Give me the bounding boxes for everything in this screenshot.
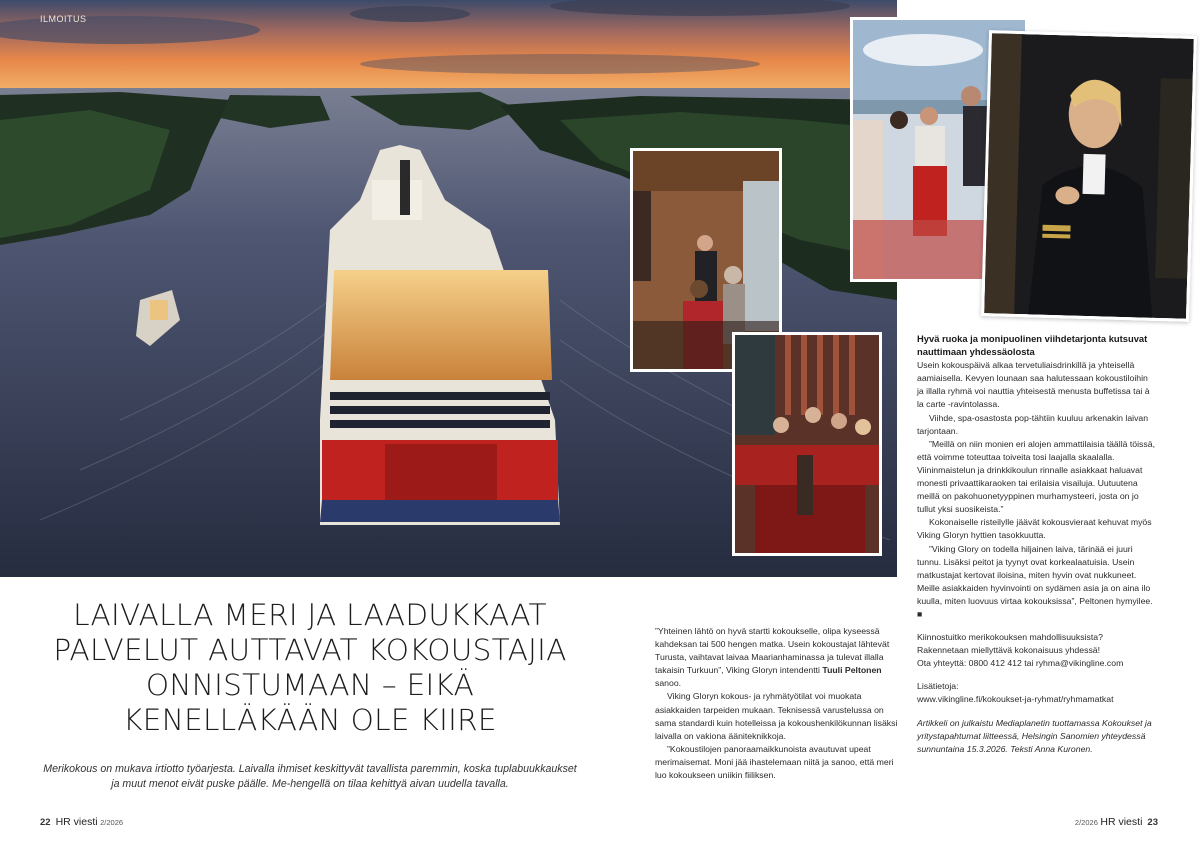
contact-line: Kiinnostuitko merikokouksen mahdollisuuksista?	[917, 632, 1103, 643]
photo-spa-group	[732, 332, 882, 556]
photo-captain-smiling	[981, 30, 1197, 322]
article-credit: Artikkeli on julkaistu Mediaplanetin tuottamassa Kokoukset ja yritystapahtumat liitteessä, Helsingin Sanomien yhteydessä sunnuntaina 15.3.2026. Teksti Anna Kuronen.	[917, 717, 1152, 754]
paragraph	[655, 625, 898, 690]
page-number: 23	[1147, 817, 1158, 828]
article-column-middle	[655, 625, 898, 782]
article-column-right	[917, 333, 1157, 756]
person-name: Tuuli Peltonen	[822, 665, 882, 676]
headline-line: KENELLÄKÄÄN OLE KIIRE	[123, 703, 497, 737]
lead-paragraph: Merikokous on mukava irtiotto työarjesta. Laivalla ihmiset keskittyvät tavallista paremmin, koska tuplabuukkaukset ja muut menot eivät puske päälle. Me-hengellä on tilaa kehittyä aivan uudella tavalla.	[43, 763, 577, 790]
paragraph-text: ”Yhteinen lähtö on hyvä startti kokoukselle, olipa kyseessä kahdeksan tai 500 hengen matka. Usein kokoustajat lähtevät Turusta, vaihtavat laivaa Maarianhaminassa ja tulevat illalla takaisin Turkuun”, Viking Gloryn intendentti	[655, 626, 890, 676]
page-number: 22	[40, 817, 51, 828]
paragraph-text: sanoo.	[655, 678, 682, 689]
paragraph: Viking Gloryn kokous- ja ryhmätyötilat voi muokata asiakkaiden tarpeiden mukaan. Teknisessä varustelussa on sama standardi kuin hotelleissa ja kokoushenkilökunnan lisäksi laivalla on vakiona ääniteknikkoja.	[655, 691, 898, 741]
magazine-name: HR viesti	[1100, 816, 1143, 828]
headline-line: PALVELUT AUTTAVAT KOKOUSTAJIA	[53, 633, 567, 667]
footer-left	[40, 816, 123, 828]
headline-line: ONNISTUMAAN – EIKÄ	[145, 668, 475, 702]
magazine-name: HR viesti	[55, 816, 98, 828]
info-label: Lisätietoja:	[917, 681, 959, 692]
paragraph: ”Viking Glory on todella hiljainen laiva, tärinää ei juuri tunnu. Lisäksi peitot ja tyynyt ovat korkealaatuisia. Usein matkustajat kertovat iloisina, miten hyvin ovat nukkuneet. Meille asiakkaiden hyvinvointi on sydämen asia ja on aina ilo kuulla, miten luovuus virtaa kokouksissa”, Peltonen hymyilee. ■	[917, 543, 1153, 619]
page-headline	[20, 598, 600, 738]
issue-number: 2/2026	[100, 818, 124, 827]
paragraph: ”Kokoustilojen panoraamaikkunoista avautuvat upeat merimaisemat. Moni jää ihastelemaan niitä ja sanoo, että meri luo kokoukseen uniikin fiiliksen.	[655, 743, 894, 781]
subheading: Hyvä ruoka ja monipuolinen viihdetarjonta kutsuvat nauttimaan yhdessäolosta	[917, 333, 1148, 357]
contact-line: Ota yhteyttä: 0800 412 412 tai ryhma@vikingline.com	[917, 658, 1124, 669]
paragraph: ”Meillä on niin monien eri alojen ammattilaisia täällä töissä, että voimme toteuttaa toiveita tosi laajalla skaalalla. Viininmaistelun ja drinkkikoulun rinnalle asiakkaat haluavat monesti privaattikaraoken tai erilaisia visailuja. Uutuutena meillä on pakohuonetyyppinen murhamysteeri, josta on jo tullut yksi suosikeista.”	[917, 438, 1155, 515]
footer-right	[1075, 816, 1158, 828]
headline-line: LAIVALLA MERI JA LAADUKKAAT	[73, 598, 547, 632]
issue-number: 2/2026	[1074, 818, 1098, 827]
section-label: ILMOITUS	[40, 14, 87, 24]
info-url: www.vikingline.fi/kokoukset-ja-ryhmat/ryhmamatkat	[917, 694, 1114, 705]
paragraph: Viihde, spa-osastosta pop-tähtiin kuuluu arkenakin laivan tarjontaan.	[917, 412, 1149, 436]
contact-line: Rakennetaan miellyttävä kokonaisuus yhdessä!	[917, 645, 1101, 656]
paragraph: Usein kokouspäivä alkaa tervetuliaisdrinkillä ja yhteisellä aamiaisella. Kevyen lounaan saa halutessaan kokoustiloihin ja illalla ryhmä voi nauttia yhteisestä menusta buffetissa tai à la carte -ravintolassa.	[917, 360, 1150, 410]
paragraph: Kokonaiselle risteilylle jäävät kokousvieraat kehuvat myös Viking Gloryn hyttien tasokkuutta.	[917, 517, 1152, 541]
